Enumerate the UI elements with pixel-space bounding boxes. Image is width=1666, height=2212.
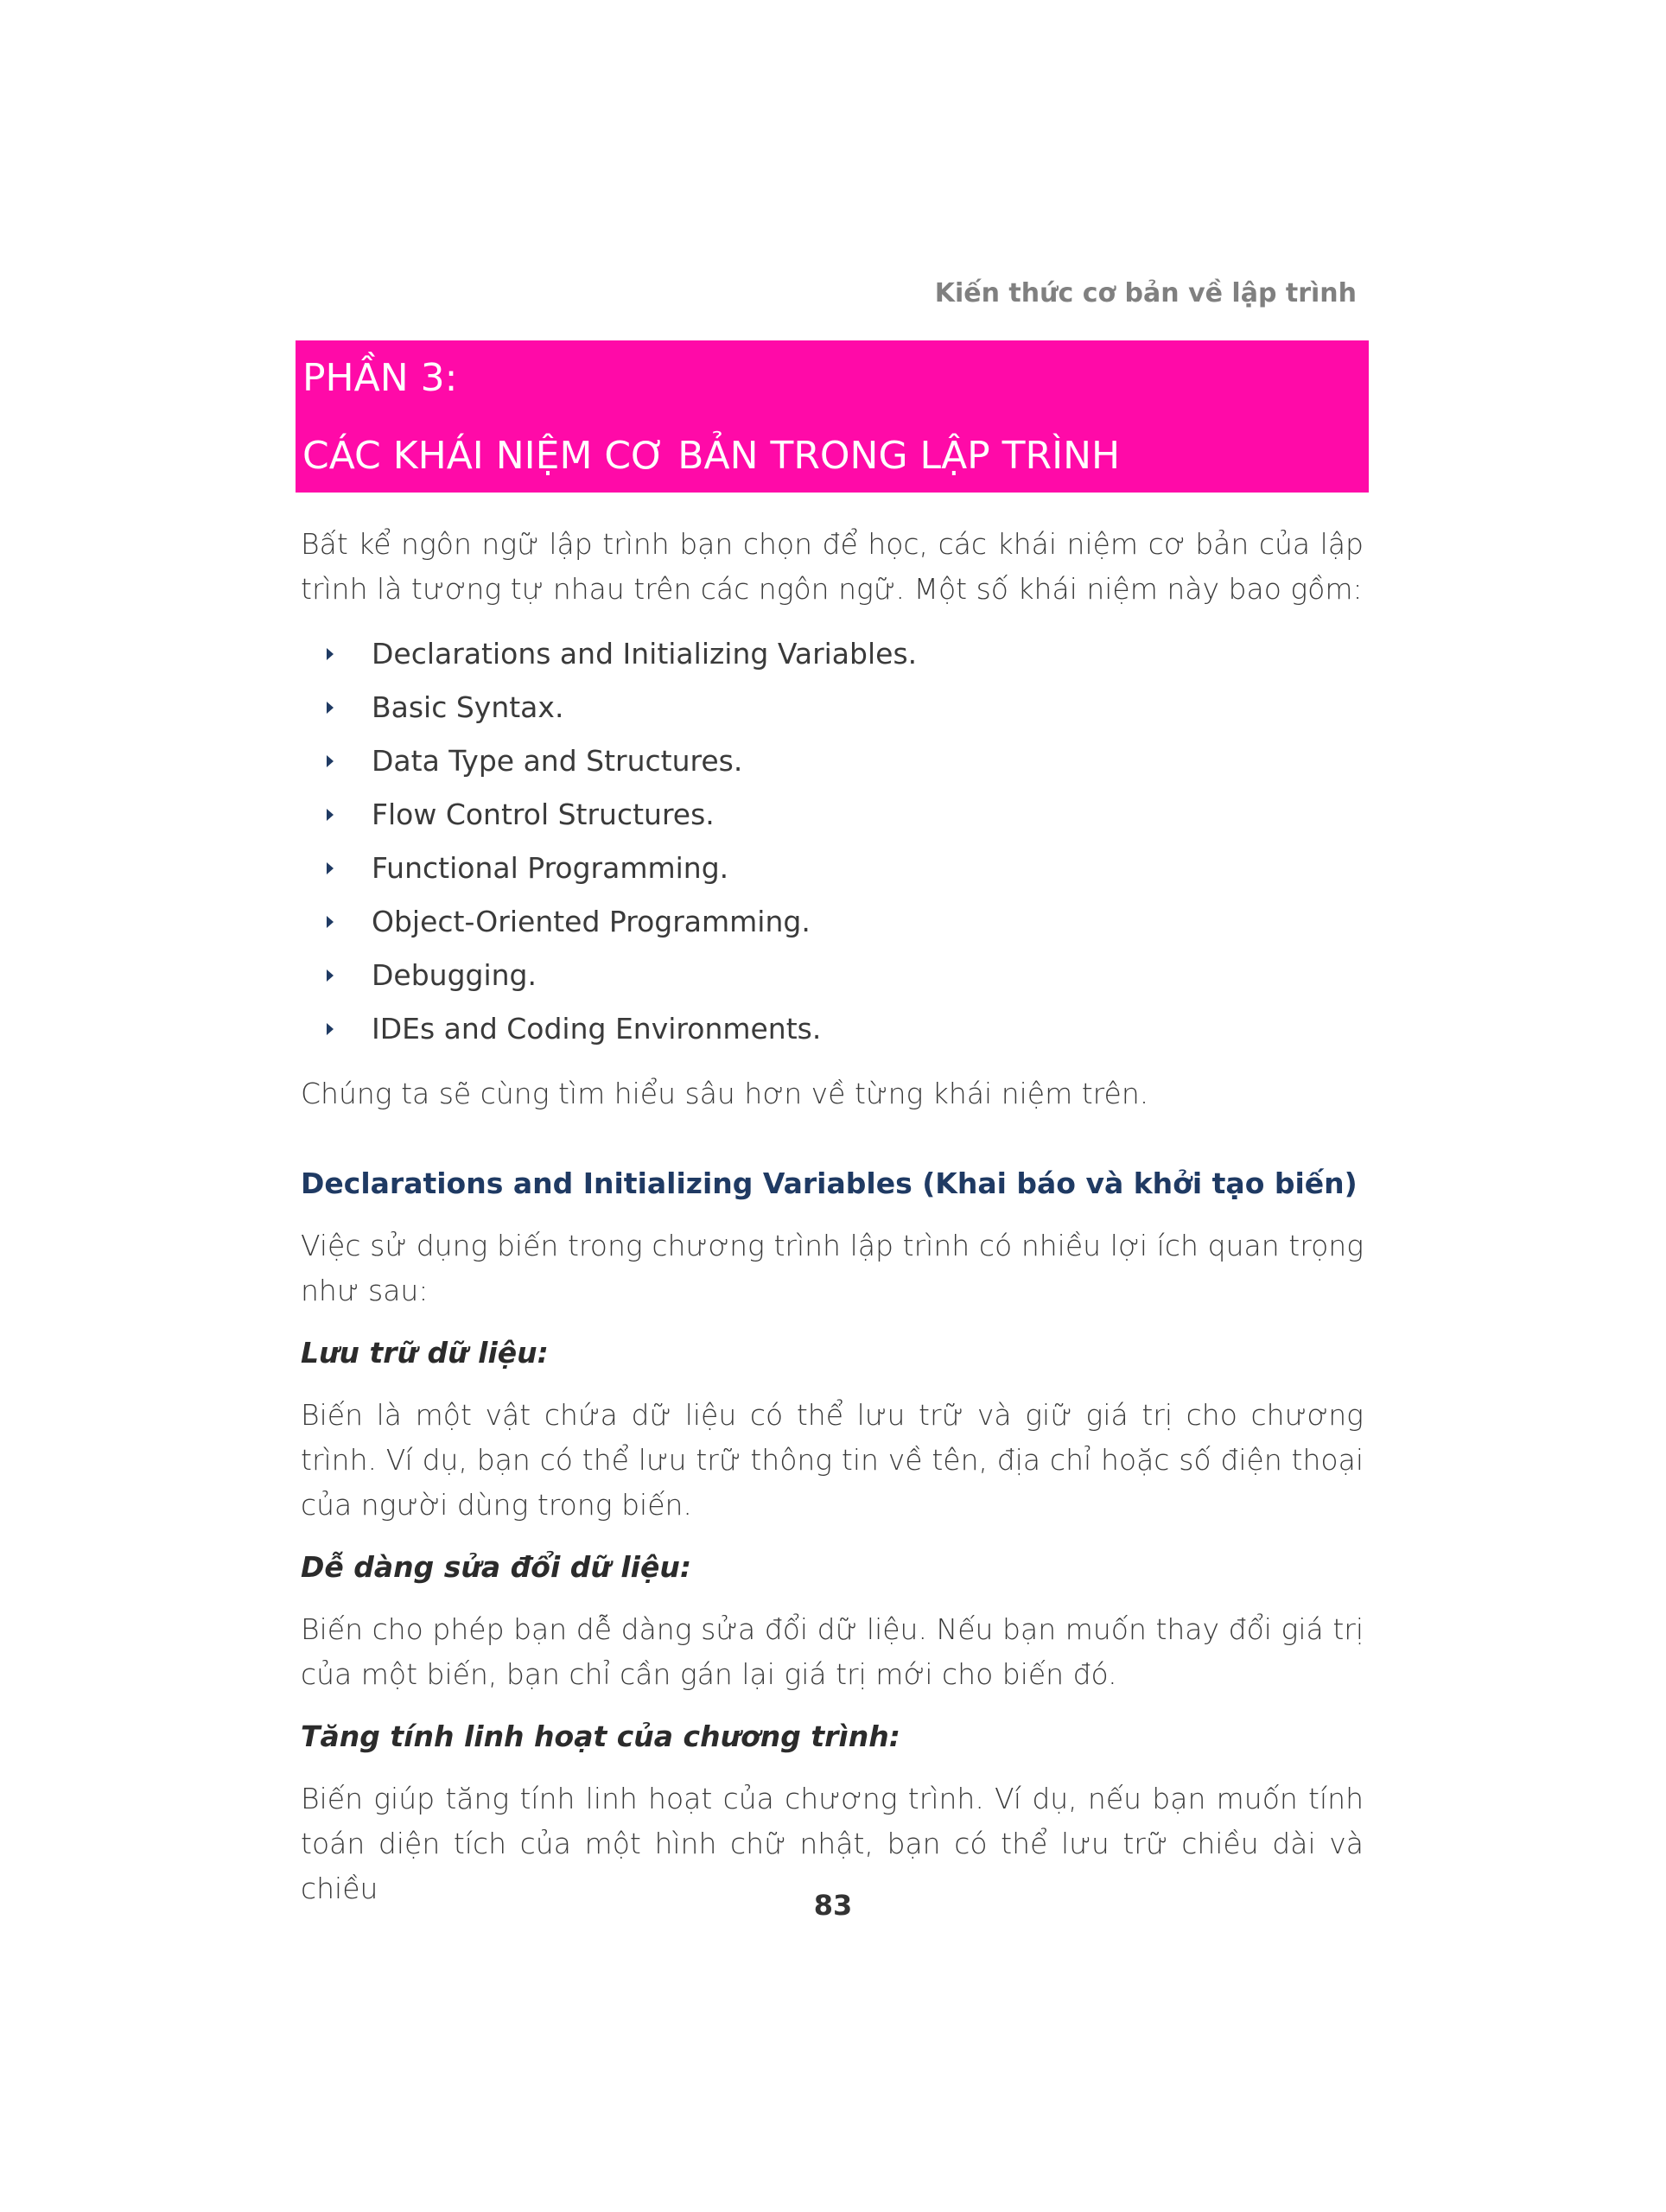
subheading-store-data: Lưu trữ dữ liệu:: [301, 1336, 549, 1370]
page-content: [301, 522, 1364, 1911]
list-item: [301, 788, 1364, 842]
bullet-triangle-icon: [327, 1023, 334, 1035]
outro-paragraph: Chúng ta sẽ cùng tìm hiểu sâu hơn về từng khái niệm trên.: [301, 1077, 1149, 1110]
chapter-title: CÁC KHÁI NIỆM CƠ BẢN TRONG LẬP TRÌNH: [302, 434, 1121, 478]
paragraph-store-data: Biến là một vật chứa dữ liệu có thể lưu trữ và giữ giá trị cho chương trình. Ví dụ, bạn có thể lưu trữ thông tin về tên, địa chỉ hoặc số điện thoại của người dùng trong biến.: [301, 1398, 1364, 1522]
chapter-label: PHẦN 3:: [302, 356, 458, 400]
list-item: [301, 842, 1364, 895]
list-item-text: IDEs and Coding Environments.: [372, 1012, 822, 1046]
list-item: [301, 949, 1364, 1002]
bullet-triangle-icon: [327, 969, 334, 982]
list-item: [301, 1002, 1364, 1056]
subheading-flexibility: Tăng tính linh hoạt của chương trình:: [301, 1719, 900, 1753]
list-item-text: Basic Syntax.: [372, 690, 564, 724]
list-item-text: Data Type and Structures.: [372, 744, 743, 778]
chapter-banner: [296, 340, 1369, 493]
section-intro: Việc sử dụng biến trong chương trình lập trình có nhiều lợi ích quan trọng như sau:: [301, 1229, 1364, 1307]
list-item-text: Flow Control Structures.: [372, 798, 715, 831]
list-item: [301, 895, 1364, 949]
list-item: [301, 681, 1364, 734]
list-item-text: Declarations and Initializing Variables.: [372, 637, 918, 671]
concept-list: [301, 627, 1364, 1056]
list-item-text: Object-Oriented Programming.: [372, 905, 811, 938]
bullet-triangle-icon: [327, 809, 334, 821]
intro-paragraph: Bất kể ngôn ngữ lập trình bạn chọn để học, các khái niệm cơ bản của lập trình là tương tự nhau trên các ngôn ngữ. Một số khái niệm này bao gồm:: [301, 527, 1364, 606]
bullet-triangle-icon: [327, 755, 334, 767]
page-number: 83: [813, 1889, 853, 1922]
bullet-triangle-icon: [327, 862, 334, 874]
list-item: [301, 734, 1364, 788]
paragraph-flexibility: Biến giúp tăng tính linh hoạt của chương trình. Ví dụ, nếu bạn muốn tính toán diện tích của một hình chữ nhật, bạn có thể lưu trữ chiều dài và chiều: [301, 1782, 1364, 1905]
list-item-text: Functional Programming.: [372, 851, 729, 885]
bullet-triangle-icon: [327, 648, 334, 660]
subheading-modify-data: Dễ dàng sửa đổi dữ liệu:: [301, 1550, 692, 1584]
bullet-triangle-icon: [327, 916, 334, 928]
list-item-text: Debugging.: [372, 958, 537, 992]
bullet-triangle-icon: [327, 702, 334, 714]
paragraph-modify-data: Biến cho phép bạn dễ dàng sửa đổi dữ liệu. Nếu bạn muốn thay đổi giá trị của một biến, bạn chỉ cần gán lại giá trị mới cho biến đó.: [301, 1612, 1364, 1691]
running-header: Kiến thức cơ bản về lập trình: [934, 278, 1357, 308]
section-heading: Declarations and Initializing Variables (Khai báo và khởi tạo biến): [301, 1166, 1358, 1200]
list-item: [301, 627, 1364, 681]
